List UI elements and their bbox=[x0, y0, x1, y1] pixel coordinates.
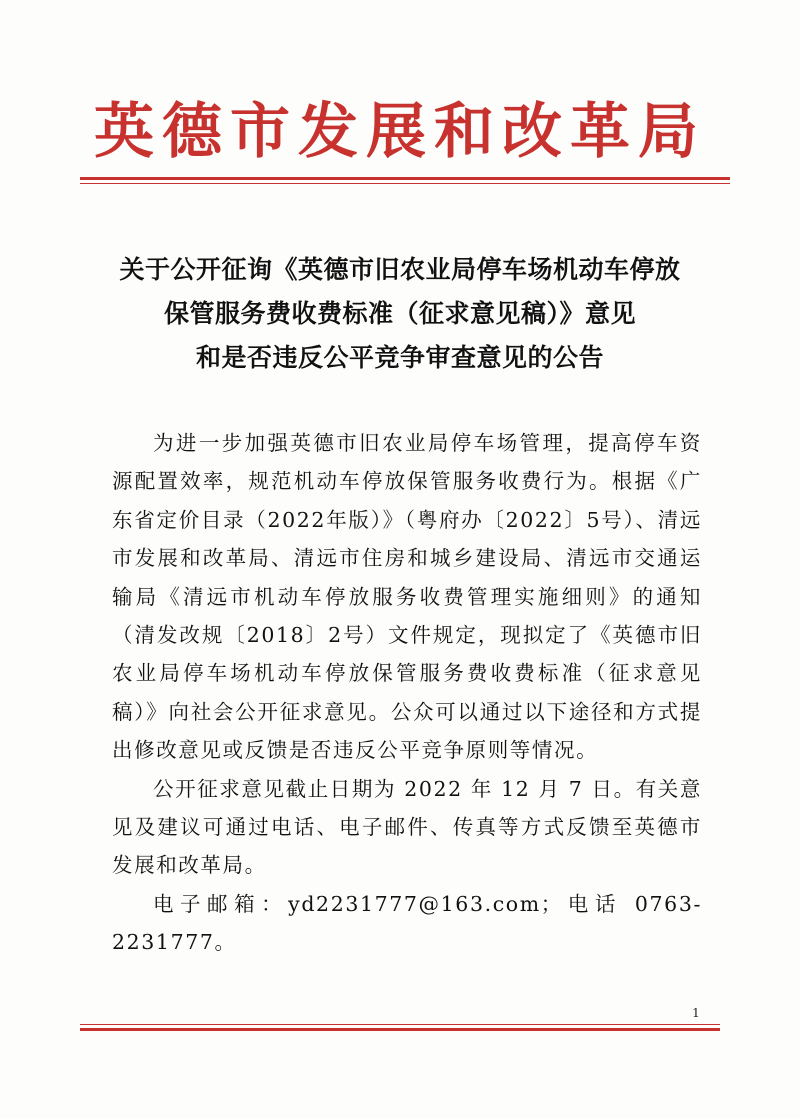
contact-line: 电子邮箱：yd2231777@163.com；电话 0763-2231777。 bbox=[112, 891, 702, 955]
header-rule-thin bbox=[80, 183, 730, 184]
document-body bbox=[112, 424, 702, 962]
footer-rule-thick bbox=[80, 1028, 720, 1031]
header-rule-thick bbox=[80, 177, 730, 180]
body-paragraph-2: 公开征求意见截止日期为 2022 年 12 月 7 日。有关意见及建议可通过电话、电子邮件、传真等方式反馈至英德市发展和改革局。 bbox=[112, 776, 702, 878]
document-title bbox=[90, 248, 710, 380]
title-line-2: 保管服务费收费标准（征求意见稿）》意见 bbox=[163, 299, 636, 328]
org-header-title: 英德市发展和改革局 bbox=[94, 97, 706, 167]
title-line-3: 和是否违反公平竞争审查意见的公告 bbox=[195, 343, 604, 372]
footer-rule-thin bbox=[80, 1024, 720, 1025]
title-line-1: 关于公开征询《英德市旧农业局停车场机动车停放 bbox=[119, 255, 681, 284]
body-paragraph-1: 为进一步加强英德市旧农业局停车场管理，提高停车资源配置效率，规范机动车停放保管服务收费行为。根据《广东省定价目录（2022年版）》（粤府办〔2022〕5号）、清远市发展和改革局、清远市住房和城乡建设局、清远市交通运输局《清远市机动车停放服务收费管理实施细则》的通知（清发改规〔2018〕2号）文件规定，现拟定了《英德市旧农业局停车场机动车停放保管服务费收费标准（征求意见稿）》向社会公开征求意见。公众可以通过以下途径和方式提出修改意见或反馈是否违反公平竞争原则等情况。 bbox=[112, 431, 702, 763]
page-number: 1 bbox=[692, 1006, 700, 1020]
